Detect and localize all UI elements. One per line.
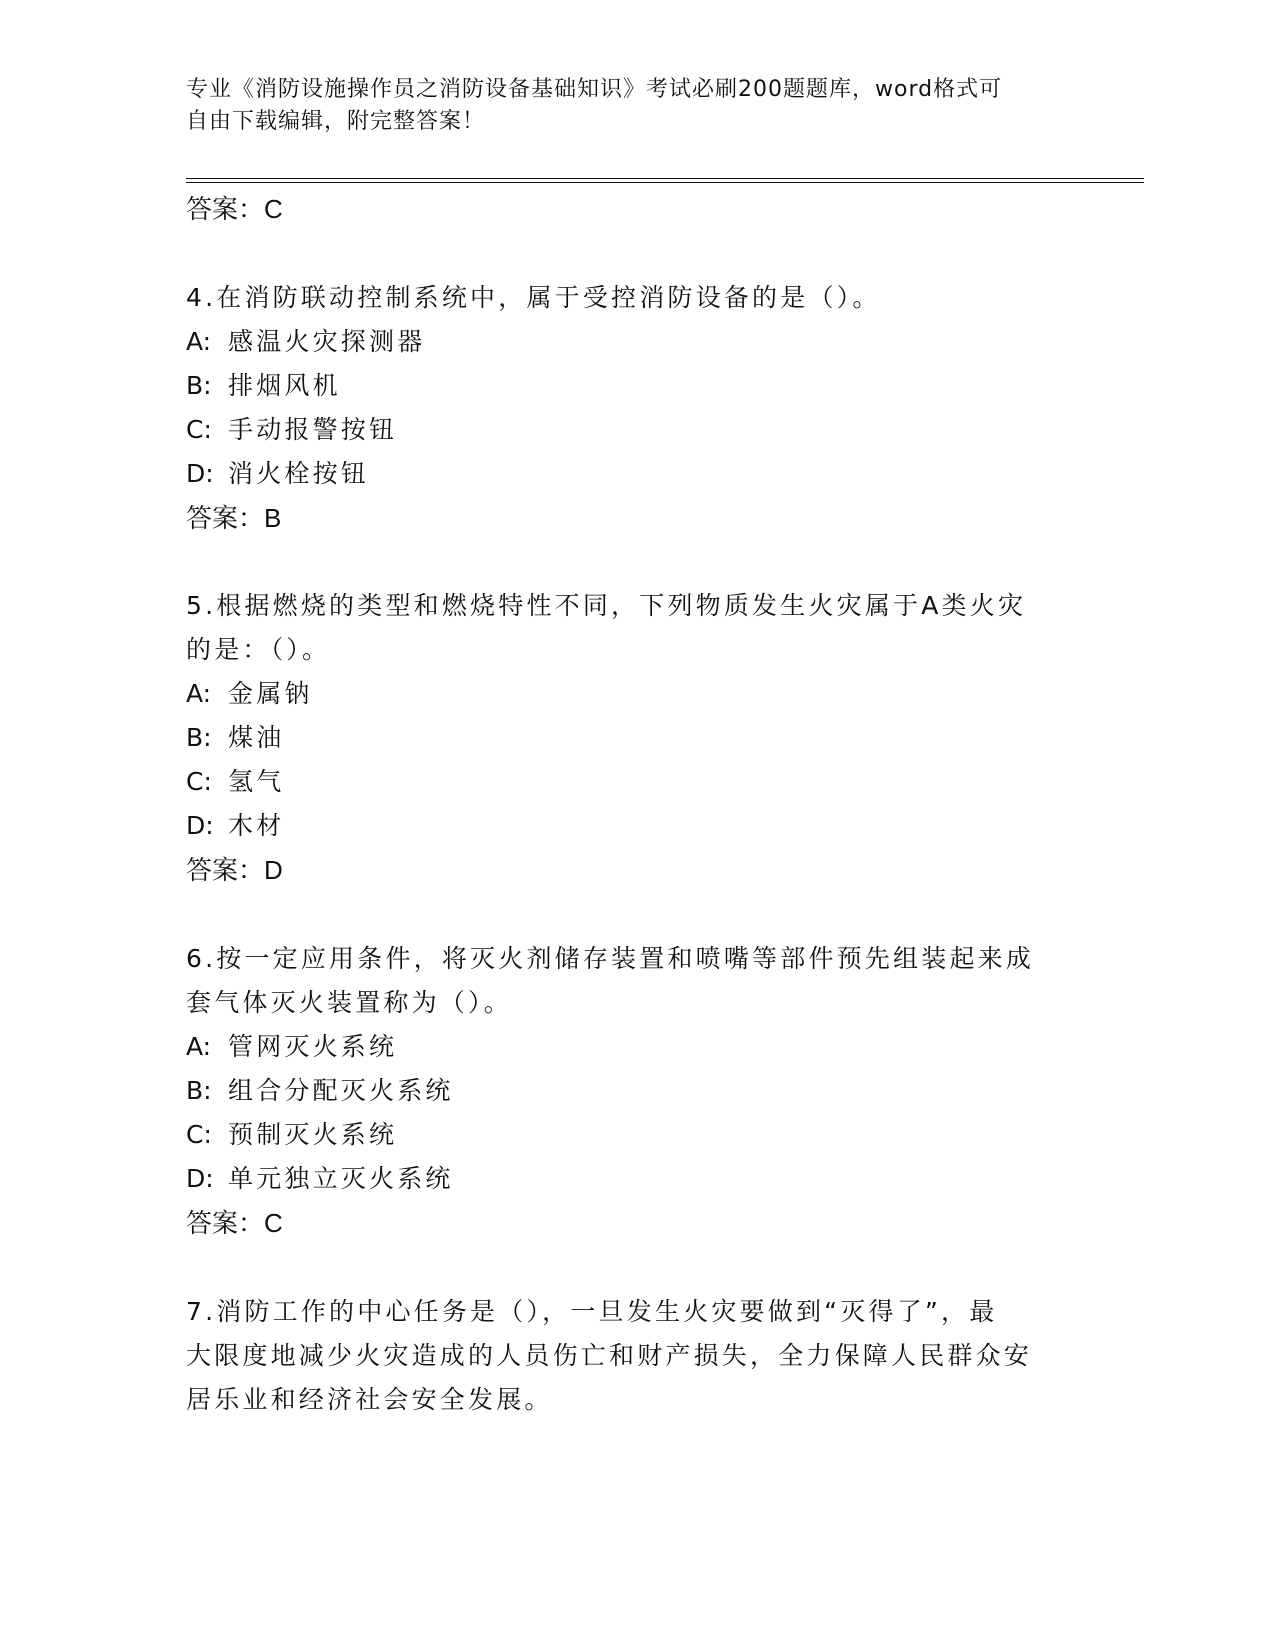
question-7-text-line-3: 居乐业和经济社会安全发展。 xyxy=(186,1385,553,1414)
answer-value: B xyxy=(264,503,282,533)
question-6-text-line-1: 6.按一定应用条件，将灭火剂储存装置和喷嘴等部件预先组装起来成 xyxy=(186,944,1035,973)
option-text: 管网灭火系统 xyxy=(228,1032,398,1061)
question-5-option-c xyxy=(186,766,284,798)
option-text: 组合分配灭火系统 xyxy=(228,1076,454,1105)
answer-label: 答案： xyxy=(186,1208,265,1238)
question-6-answer xyxy=(186,1207,283,1239)
question-6-option-d xyxy=(186,1163,454,1195)
option-letter: B: xyxy=(186,371,212,400)
answer-label: 答案： xyxy=(186,855,265,885)
question-7-text-line-1: 7.消防工作的中心任务是（），一旦发生火灾要做到“灭得了”，最 xyxy=(186,1297,998,1326)
answer-value: C xyxy=(264,1208,283,1238)
option-letter: C: xyxy=(186,1120,212,1149)
option-letter: D: xyxy=(186,811,214,840)
option-text: 木材 xyxy=(228,811,285,840)
option-letter: D: xyxy=(186,1164,214,1193)
question-4-option-c xyxy=(186,414,397,446)
option-text: 单元独立灭火系统 xyxy=(228,1164,454,1193)
option-letter: D: xyxy=(186,459,214,488)
option-text: 消火栓按钮 xyxy=(228,459,370,488)
question-7-text-line-2: 大限度地减少火灾造成的人员伤亡和财产损失，全力保障人民群众安 xyxy=(186,1341,1033,1370)
option-text: 金属钠 xyxy=(228,679,313,708)
answer-value: D xyxy=(264,855,283,885)
question-6-text-line-2: 套气体灭火装置称为（）。 xyxy=(186,988,512,1017)
option-text: 预制灭火系统 xyxy=(228,1120,398,1149)
option-letter: B: xyxy=(186,723,212,752)
answer-label: 答案： xyxy=(186,503,265,533)
option-letter: A: xyxy=(186,1032,212,1061)
question-4-option-b xyxy=(186,370,341,402)
question-6-option-c xyxy=(186,1119,397,1151)
option-text: 排烟风机 xyxy=(228,371,341,400)
option-letter: C: xyxy=(186,767,212,796)
question-4-answer xyxy=(186,502,281,534)
question-6-option-a xyxy=(186,1031,397,1063)
question-5-option-d xyxy=(186,810,284,842)
option-text: 手动报警按钮 xyxy=(228,415,398,444)
question-5-option-a xyxy=(186,678,313,710)
question-4-option-d xyxy=(186,458,369,490)
answer-label: 答案： xyxy=(186,194,265,224)
answer-value: C xyxy=(264,194,283,224)
question-5-option-b xyxy=(186,722,284,754)
question-5-text-line-2: 的是：（）。 xyxy=(186,635,331,664)
header-line-1: 专业《消防设施操作员之消防设备基础知识》考试必刷200题题库，word格式可 xyxy=(186,77,1003,102)
header-divider-top xyxy=(186,178,1144,179)
question-5-answer xyxy=(186,854,283,886)
option-text: 氢气 xyxy=(228,767,285,796)
document-header xyxy=(186,74,1066,138)
question-4-text: 4.在消防联动控制系统中，属于受控消防设备的是（）。 xyxy=(186,283,881,312)
option-letter: A: xyxy=(186,327,212,356)
header-divider-bottom xyxy=(186,182,1144,183)
answer-line xyxy=(186,193,283,225)
option-letter: C: xyxy=(186,415,212,444)
question-6-option-b xyxy=(186,1075,454,1107)
question-5-text-line-1: 5.根据燃烧的类型和燃烧特性不同，下列物质发生火灾属于A类火灾 xyxy=(186,591,1027,620)
option-letter: B: xyxy=(186,1076,212,1105)
option-letter: A: xyxy=(186,679,212,708)
question-4-option-a xyxy=(186,326,425,358)
header-line-2: 自由下载编辑，附完整答案！ xyxy=(186,109,486,134)
option-text: 感温火灾探测器 xyxy=(228,327,426,356)
option-text: 煤油 xyxy=(228,723,285,752)
